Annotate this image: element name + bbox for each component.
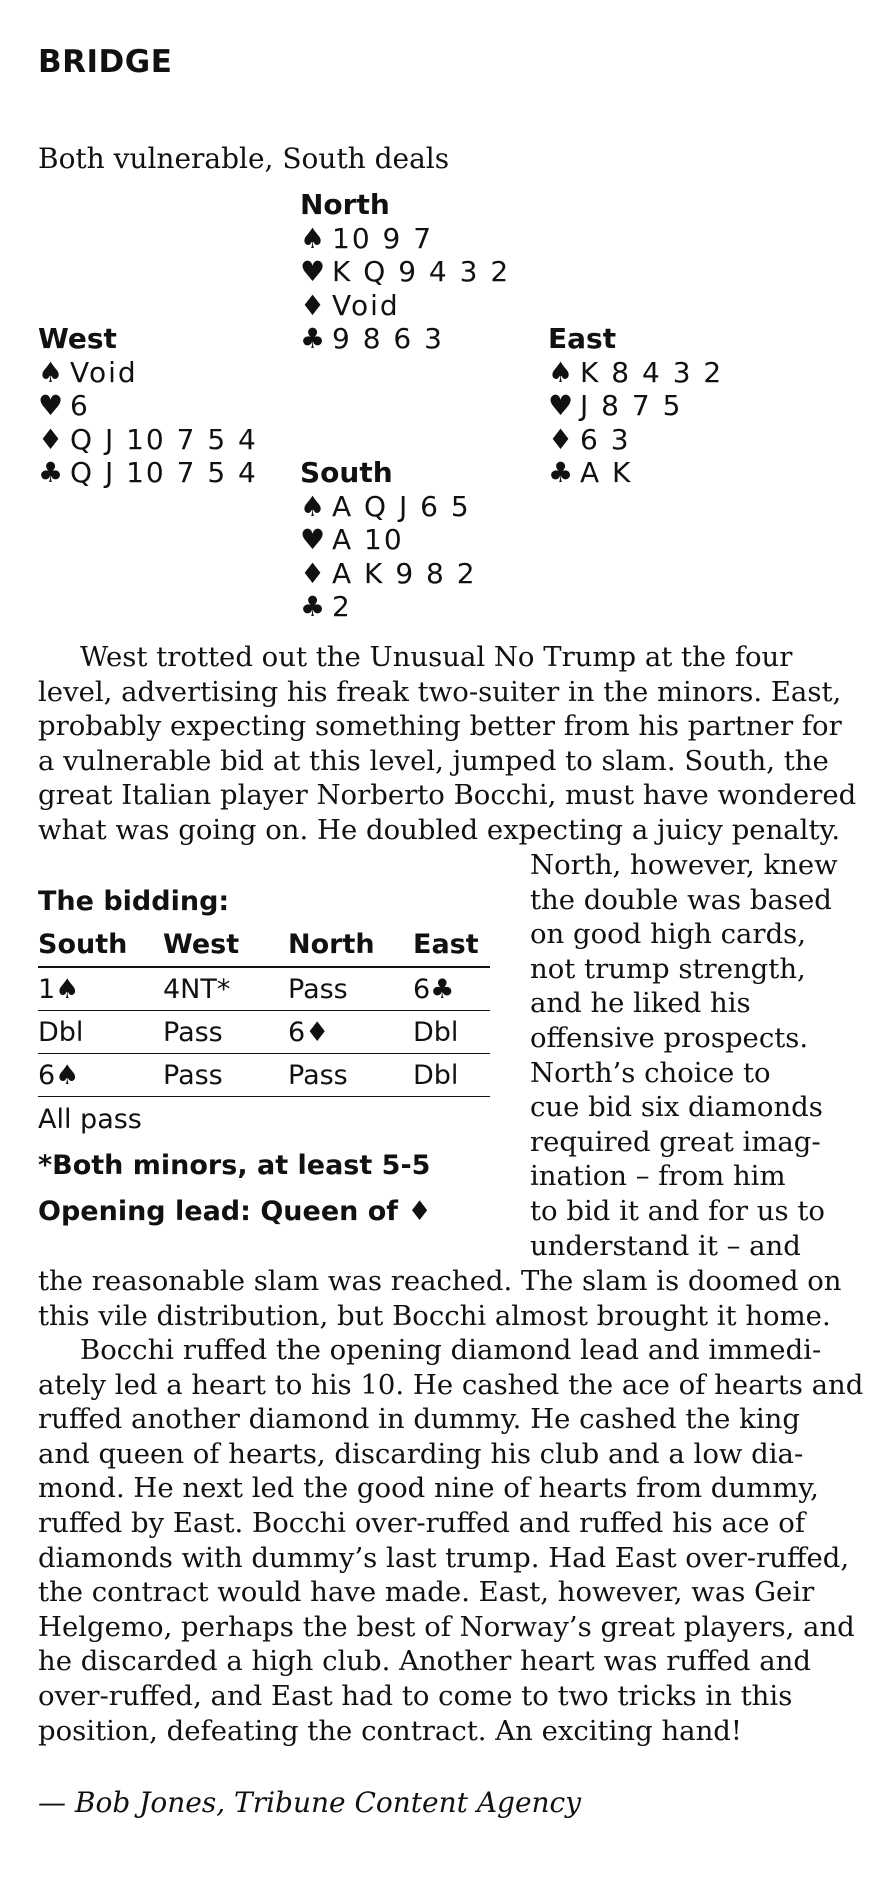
paragraph-line: required great imag-: [530, 1125, 821, 1158]
bidding-heading: The bidding:: [38, 886, 230, 917]
bid-cell: 4NT*: [163, 967, 288, 1011]
west-clubs: Q J 10 7 5 4: [70, 456, 258, 489]
north-label: North: [300, 188, 390, 221]
diamond-icon: ♦: [300, 288, 326, 322]
east-clubs: A K: [580, 456, 633, 489]
paragraph-line: North, however, knew: [530, 849, 838, 881]
column-header: South: [38, 922, 163, 967]
article-wrap-column: [530, 848, 860, 1263]
paragraph-line: Helgemo, perhaps the best of Norway’s great players, and: [38, 1610, 855, 1643]
diamond-icon: ♦: [548, 422, 574, 456]
paragraph-line: on good high cards,: [530, 918, 807, 951]
bid-cell: Pass: [163, 1011, 288, 1054]
paragraph-line: level, advertising his freak two-suiter in the minors. East,: [38, 675, 842, 708]
bid-cell: Dbl: [38, 1011, 163, 1054]
south-hand: [300, 456, 477, 624]
west-diamonds: Q J 10 7 5 4: [70, 422, 258, 456]
north-hearts: K Q 9 4 3 2: [332, 255, 511, 288]
bid-cell: 6♠: [38, 1054, 163, 1097]
club-icon: ♣: [38, 456, 64, 489]
spade-icon: ♠: [548, 355, 574, 389]
south-spades: A Q J 6 5: [332, 489, 471, 523]
bidding-footnote: *Both minors, at least 5-5: [38, 1150, 431, 1181]
paragraph-line: offensive prospects.: [530, 1021, 809, 1054]
table-row: [38, 967, 490, 1011]
opening-lead: Opening lead: Queen of ♦: [38, 1196, 432, 1227]
table-row: [38, 1011, 490, 1054]
east-hand: [548, 322, 723, 490]
all-pass-note: All pass: [38, 1104, 142, 1135]
paragraph-line: mond. He next led the good nine of hearts from dummy,: [38, 1472, 819, 1505]
paragraph-line: cue bid six diamonds: [530, 1091, 823, 1124]
paragraph-line: and he liked his: [530, 987, 751, 1020]
paragraph-line: the contract would have made. East, however, was Geir: [38, 1576, 815, 1609]
heart-icon: ♥: [38, 389, 64, 422]
club-icon: ♣: [300, 590, 326, 623]
bid-cell: Pass: [163, 1054, 288, 1097]
north-hand: [300, 188, 510, 356]
south-diamonds: A K 9 8 2: [332, 556, 477, 590]
east-spades: K 8 4 3 2: [580, 355, 724, 389]
article-paragraph-1-end: [38, 1264, 850, 1333]
table-row: [38, 1054, 490, 1097]
west-hand: [38, 322, 258, 490]
south-label: South: [300, 456, 393, 489]
paragraph-line: the reasonable slam was reached. The slam is doomed on: [38, 1265, 842, 1297]
spade-icon: ♠: [300, 221, 326, 255]
paragraph-line: understand it – and: [530, 1229, 801, 1262]
south-clubs: 2: [332, 590, 352, 623]
paragraph-line: ination – from him: [530, 1160, 786, 1193]
paragraph-line: a vulnerable bid at this level, jumped to slam. South, the: [38, 744, 829, 777]
column-title: BRIDGE: [38, 44, 173, 80]
east-hearts: J 8 7 5: [580, 389, 683, 422]
paragraph-line: probably expecting something better from his partner for: [38, 710, 842, 743]
heart-icon: ♥: [300, 523, 326, 556]
column-header: North: [288, 922, 413, 967]
column-header: East: [413, 922, 490, 967]
paragraph-line: ruffed another diamond in dummy. He cashed the king: [38, 1403, 800, 1436]
diamond-icon: ♦: [38, 422, 64, 456]
heart-icon: ♥: [548, 389, 574, 422]
west-hearts: 6: [70, 389, 90, 422]
bid-cell: Pass: [288, 967, 413, 1011]
paragraph-line: great Italian player Norberto Bocchi, must have wondered: [38, 779, 857, 812]
paragraph-line: over-ruffed, and East had to come to two tricks in this: [38, 1679, 793, 1712]
vulnerability-line: Both vulnerable, South deals: [38, 142, 450, 175]
paragraph-line: position, defeating the contract. An exciting hand!: [38, 1714, 742, 1747]
club-icon: ♣: [548, 456, 574, 489]
article-paragraph-1: [38, 640, 857, 848]
article-paragraph-2: [38, 1333, 864, 1748]
paragraph-line: West trotted out the Unusual No Trump at the four: [80, 641, 793, 673]
north-spades: 10 9 7: [332, 221, 434, 255]
north-clubs: 9 8 6 3: [332, 322, 444, 355]
paragraph-line: ately led a heart to his 10. He cashed the ace of hearts and: [38, 1368, 864, 1401]
paragraph-line: what was going on. He doubled expecting a juicy penalty.: [38, 813, 841, 846]
bid-cell: 1♠: [38, 967, 163, 1011]
bid-cell: Dbl: [413, 1011, 490, 1054]
bid-cell: 6♦: [288, 1011, 413, 1054]
bid-cell: 6♣: [413, 967, 490, 1011]
east-diamonds: 6 3: [580, 422, 631, 456]
bid-cell: Dbl: [413, 1054, 490, 1097]
paragraph-line: the double was based: [530, 883, 832, 916]
bidding-header-row: [38, 922, 490, 967]
bidding-table: [38, 922, 490, 1097]
south-hearts: A 10: [332, 523, 404, 556]
bid-cell: Pass: [288, 1054, 413, 1097]
spade-icon: ♠: [38, 355, 64, 389]
heart-icon: ♥: [300, 255, 326, 288]
paragraph-line: this vile distribution, but Bocchi almost brought it home.: [38, 1299, 831, 1332]
spade-icon: ♠: [300, 489, 326, 523]
paragraph-line: to bid it and for us to: [530, 1194, 825, 1227]
west-label: West: [38, 322, 117, 355]
paragraph-line: and queen of hearts, discarding his club and a low dia-: [38, 1437, 804, 1470]
diamond-icon: ♦: [300, 556, 326, 590]
author-signature: — Bob Jones, Tribune Content Agency: [38, 1786, 582, 1819]
west-spades: Void: [70, 355, 138, 389]
paragraph-line: not trump strength,: [530, 952, 806, 985]
paragraph-line: ruffed by East. Bocchi over-ruffed and ruffed his ace of: [38, 1506, 806, 1539]
bidding-box: [38, 882, 490, 1235]
paragraph-line: North’s choice to: [530, 1056, 771, 1089]
paragraph-line: he discarded a high club. Another heart was ruffed and: [38, 1645, 811, 1678]
east-label: East: [548, 322, 617, 355]
paragraph-line: Bocchi ruffed the opening diamond lead and immedi-: [80, 1334, 822, 1366]
paragraph-line: diamonds with dummy’s last trump. Had East over-ruffed,: [38, 1541, 850, 1574]
north-diamonds: Void: [332, 288, 400, 322]
column-header: West: [163, 922, 288, 967]
club-icon: ♣: [300, 322, 326, 355]
